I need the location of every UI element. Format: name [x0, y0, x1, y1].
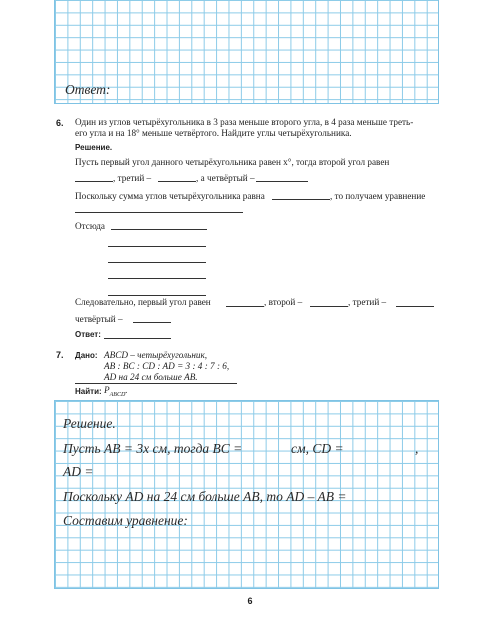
hw-cd: см, CD =: [291, 441, 344, 456]
grid-box-bottom: [54, 400, 439, 589]
blank-fourth-answer: [133, 322, 171, 323]
task-7-find-label: Найти:: [75, 387, 102, 396]
hw-since: Поскольку AD на 24 см больше AB, то AD – AB =: [63, 489, 347, 504]
task-6-solution-line1: Пусть первый угол данного четырёхугольника равен x°, тогда второй угол равен: [75, 157, 390, 167]
given-separator-line: [75, 383, 237, 384]
task-6-third-text: , третий –: [113, 173, 152, 183]
task-6-number: 6.: [56, 118, 64, 128]
blank-fourth-angle: [256, 181, 308, 182]
blank-work-line-4: [108, 278, 206, 279]
blank-equation: [75, 212, 243, 213]
task-6-answer-label: Ответ:: [75, 330, 101, 339]
task-7-number: 7.: [56, 350, 64, 360]
blank-work-line-2: [108, 246, 206, 247]
task-6-sum-text: Поскольку сумма углов четырёхугольника равна: [75, 191, 265, 201]
task-7-find-value: $P_{ABCD}$.: [104, 385, 128, 398]
blank-work-line-3: [108, 262, 206, 263]
grid-box-top: [54, 0, 439, 104]
task-6-equation-text: , то получаем уравнение: [330, 191, 426, 201]
hw-ad: AD =: [63, 464, 94, 479]
task-7-given-1: ABCD – четырёхугольник,: [104, 350, 208, 360]
blank-second-angle: [75, 181, 113, 182]
task-6-text-line2: его угла и на 18° меньше четвёртого. Найдите углы четырёхугольника.: [75, 128, 352, 138]
task-7-given-3: AD на 24 см больше AB.: [104, 372, 198, 382]
blank-work-line-5: [108, 295, 206, 296]
task-7-given-2: AB : BC : CD : AD = 3 : 4 : 7 : 6,: [104, 361, 230, 371]
blank-angle-sum: [272, 199, 330, 200]
task-6-conclusion-second: , второй –: [264, 297, 303, 307]
blank-second-answer: [310, 306, 348, 307]
task-6-hence: Отсюда: [75, 221, 105, 231]
task-6-conclusion-third: , третий –: [348, 297, 387, 307]
answer-label-top: Ответ:: [65, 82, 111, 97]
page-number: 6: [247, 596, 253, 606]
task-6-conclusion-first: Следовательно, первый угол равен: [75, 297, 211, 307]
task-6-conclusion-fourth: четвёртый –: [75, 314, 123, 324]
blank-third-angle: [158, 181, 196, 182]
blank-first-answer: [226, 306, 264, 307]
hw-equation: Составим уравнение:: [63, 513, 188, 528]
hw-solution: Решение.: [63, 416, 116, 431]
task-6-text-line1: Один из углов четырёхугольника в 3 раза меньше второго угла, в 4 раза меньше треть-: [75, 117, 414, 127]
blank-task-6-answer: [104, 338, 171, 339]
task-6-solution-label: Решение.: [75, 143, 113, 152]
hw-let-ab: Пусть AB = 3x см, тогда BC =: [63, 441, 243, 456]
blank-third-answer: [396, 306, 434, 307]
hw-comma: ,: [415, 441, 419, 456]
blank-work-line-1: [111, 229, 207, 230]
task-6-fourth-text: , а четвёртый –: [196, 173, 255, 183]
task-7-given-label: Дано:: [75, 351, 98, 360]
